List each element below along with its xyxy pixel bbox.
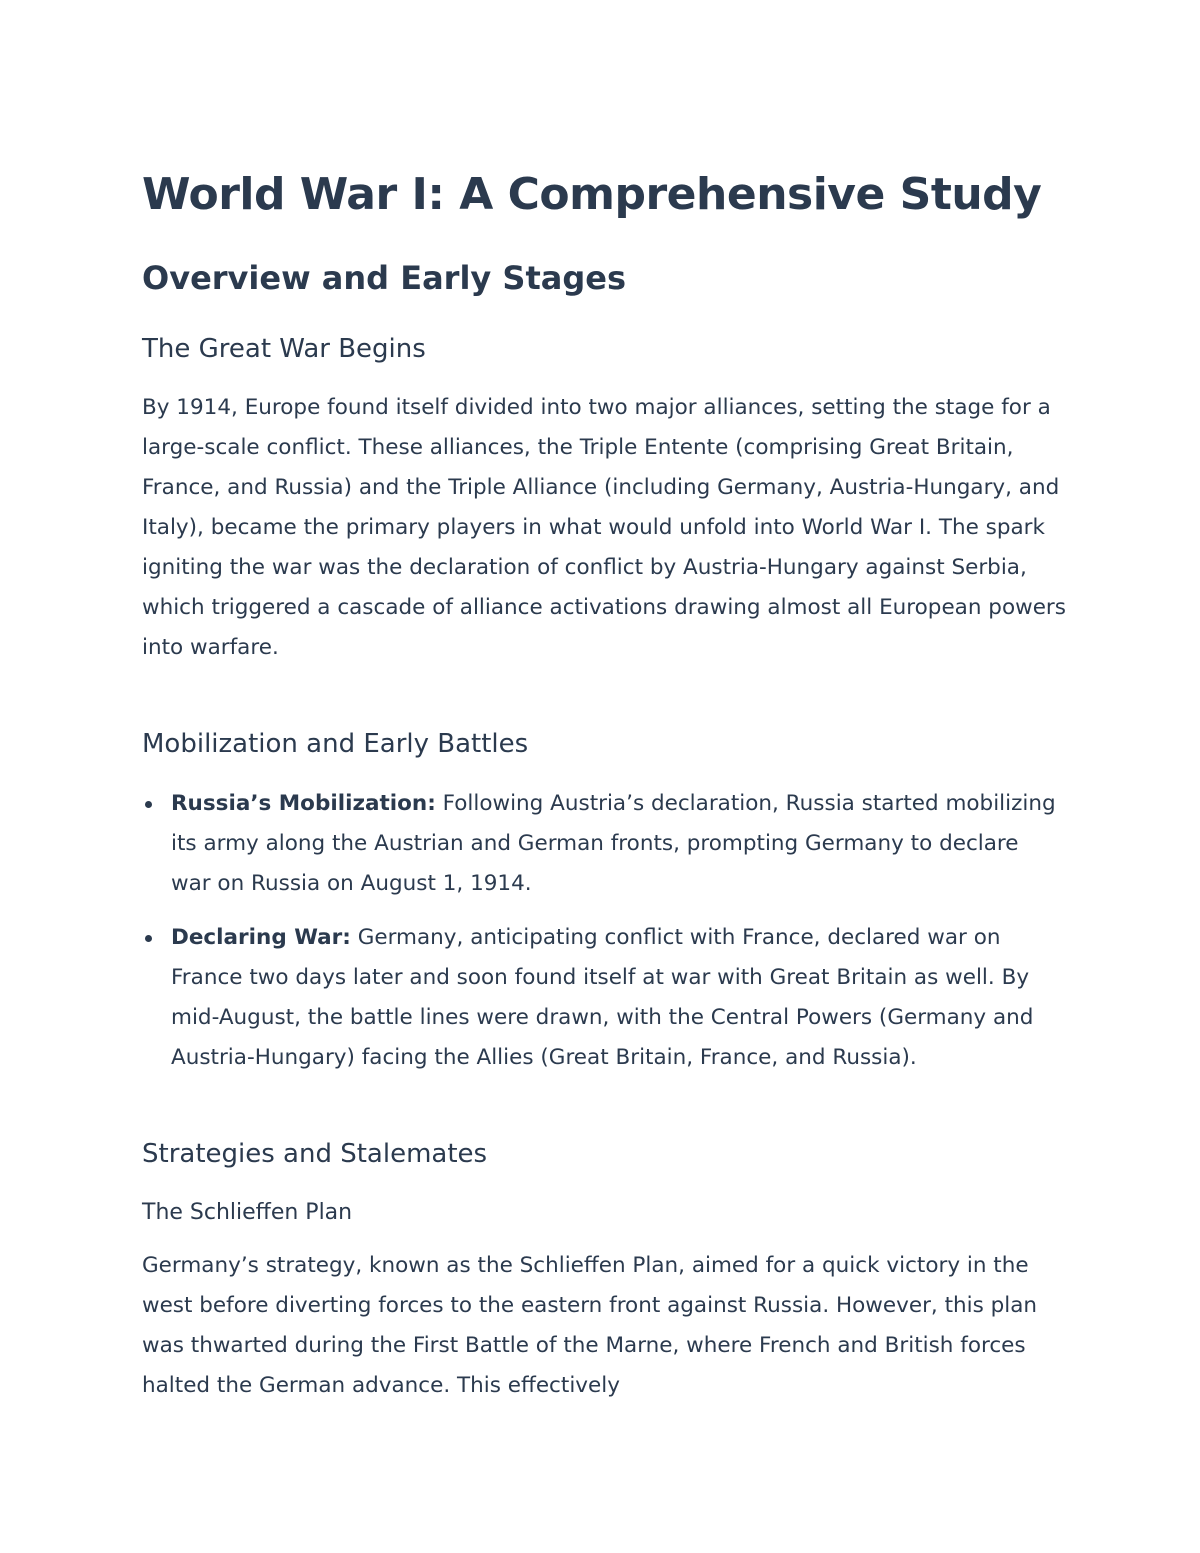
document-title: World War I: A Comprehensive Study [142,169,1042,220]
list-item-term: Declaring War: [171,925,351,950]
subheading-strategies: Strategies and Stalemates [142,1139,488,1169]
list-item-text [171,784,1061,904]
list-item-term: Russia’s Mobilization: [171,791,436,816]
paragraph-great-war-begins: By 1914, Europe found itself divided into two major alliances, setting the stage for a large-scale conflict. These alliances, the Triple Entente (comprising Great Britain, France, and Russia) and the Triple Alliance (including Germany, Austria-Hungary, and Italy), became the primary players in what would unfold into World War I. The spark igniting the war was the declaration of conflict by Austria-Hungary against Serbia, which triggered a cascade of alliance activations drawing almost all European powers into warfare. [142,395,1066,660]
subheading-great-war-begins: The Great War Begins [142,334,426,364]
paragraph-schlieffen-plan: Germany’s strategy, known as the Schlieffen Plan, aimed for a quick victory in the west before diverting forces to the eastern front against Russia. However, this plan was thwarted during the First Battle of the Marne, where French and British forces halted the German advance. This effectively [142,1253,1038,1398]
list-item-body: Germany, anticipating conflict with France, declared war on France two days later and soon found itself at war with Great Britain as well. By mid-August, the battle lines were drawn, with the Central Powers (Germany and Austria-Hungary) facing the Allies (Great Britain, France, and Russia). [171,925,1034,1070]
subheading-mobilization: Mobilization and Early Battles [142,729,529,759]
bullet-icon [145,935,152,942]
section-heading-overview: Overview and Early Stages [142,259,626,297]
list-item-text [171,918,1061,1078]
subheading-schlieffen-plan: The Schlieffen Plan [142,1200,353,1225]
bullet-icon [145,801,152,808]
list-item-body: Following Austria’s declaration, Russia started mobilizing its army along the Austrian and German fronts, prompting Germany to declare war on Russia on August 1, 1914. [171,791,1056,896]
